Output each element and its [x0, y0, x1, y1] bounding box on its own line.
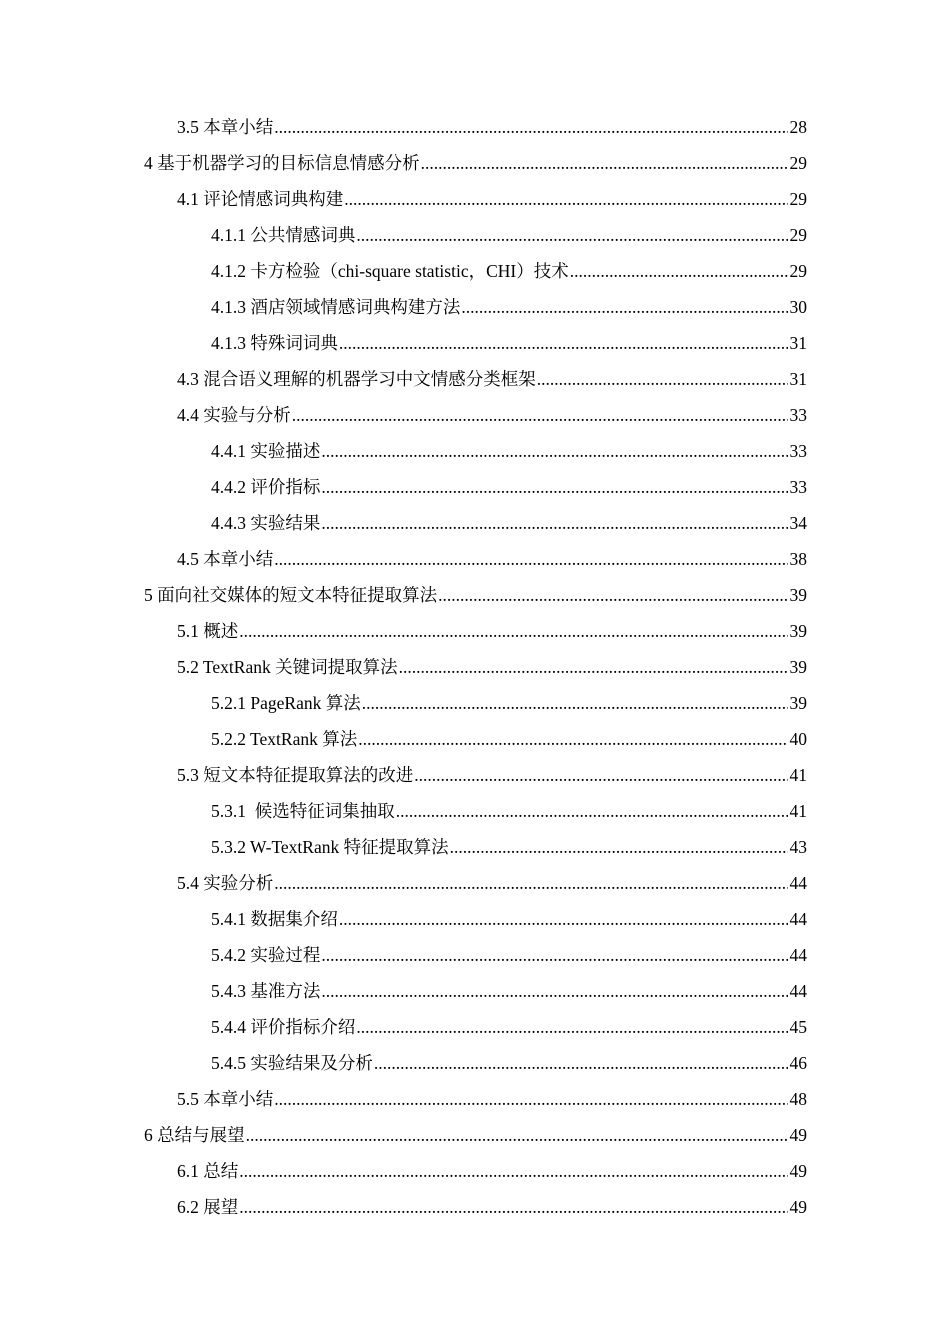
toc-entry[interactable]	[0, 289, 950, 325]
toc-entry-page: 45	[789, 1017, 807, 1037]
toc-entry-page: 44	[789, 945, 807, 965]
toc-entry[interactable]	[0, 253, 950, 289]
toc-dot-leader	[321, 973, 787, 1009]
toc-entry-page: 31	[789, 333, 807, 353]
toc-entry-title: 4.3 混合语义理解的机器学习中文情感分类框架	[177, 369, 536, 389]
toc-entry-page: 41	[789, 765, 807, 785]
toc-entry-page: 48	[789, 1089, 807, 1109]
toc-entry[interactable]	[0, 181, 950, 217]
toc-dot-leader	[246, 1117, 788, 1153]
toc-entry-page: 33	[789, 477, 807, 497]
toc-dot-leader	[358, 721, 787, 757]
toc-dot-leader	[438, 577, 787, 613]
toc-entry-title: 5.4.3 基准方法	[211, 981, 321, 1001]
toc-entry[interactable]	[0, 1045, 950, 1081]
toc-entry-title: 5.5 本章小结	[177, 1089, 274, 1109]
toc-dot-leader	[537, 361, 788, 397]
toc-entry[interactable]	[0, 433, 950, 469]
toc-dot-leader	[570, 253, 788, 289]
toc-entry[interactable]	[0, 541, 950, 577]
toc-entry-title: 5.3.1 候选特征词集抽取	[211, 801, 395, 821]
toc-entry[interactable]	[0, 145, 950, 181]
toc-dot-leader	[356, 217, 787, 253]
toc-entry[interactable]	[0, 793, 950, 829]
toc-entry-page: 43	[789, 837, 807, 857]
toc-entry-title: 5.3 短文本特征提取算法的改进	[177, 765, 414, 785]
toc-entry-title: 5.4.4 评价指标介绍	[211, 1017, 356, 1037]
toc-entry-page: 39	[789, 693, 807, 713]
toc-dot-leader	[450, 829, 788, 865]
toc-entry-title: 4.1.1 公共情感词典	[211, 225, 356, 245]
toc-entry-title: 6 总结与展望	[144, 1125, 245, 1145]
toc-entry-page: 39	[789, 657, 807, 677]
toc-dot-leader	[292, 397, 788, 433]
toc-entry[interactable]	[0, 325, 950, 361]
toc-entry-page: 31	[789, 369, 807, 389]
toc-entry-page: 29	[789, 225, 807, 245]
toc-entry-page: 38	[789, 549, 807, 569]
toc-entry[interactable]	[0, 1009, 950, 1045]
toc-entry-title: 5.3.2 W-TextRank 特征提取算法	[211, 837, 449, 857]
toc-entry-title: 6.2 展望	[177, 1197, 239, 1217]
toc-entry-page: 49	[789, 1197, 807, 1217]
toc-entry-title: 4.4.2 评价指标	[211, 477, 321, 497]
toc-entry[interactable]	[0, 973, 950, 1009]
toc-dot-leader	[374, 1045, 788, 1081]
table-of-contents	[0, 109, 950, 1225]
toc-dot-leader	[396, 793, 788, 829]
toc-entry-title: 5.2.1 PageRank 算法	[211, 693, 361, 713]
toc-entry-page: 41	[789, 801, 807, 821]
toc-entry-page: 49	[789, 1161, 807, 1181]
toc-entry-page: 29	[789, 153, 807, 173]
toc-entry[interactable]	[0, 721, 950, 757]
toc-entry[interactable]	[0, 109, 950, 145]
toc-dot-leader	[274, 109, 787, 145]
toc-entry[interactable]	[0, 1081, 950, 1117]
toc-entry-page: 33	[789, 405, 807, 425]
toc-entry[interactable]	[0, 1153, 950, 1189]
toc-dot-leader	[339, 901, 788, 937]
toc-entry[interactable]	[0, 865, 950, 901]
toc-entry-title: 4.1.3 酒店领域情感词典构建方法	[211, 297, 461, 317]
toc-dot-leader	[356, 1009, 787, 1045]
toc-entry[interactable]	[0, 577, 950, 613]
toc-dot-leader	[274, 541, 787, 577]
toc-dot-leader	[339, 325, 788, 361]
toc-entry-title: 5 面向社交媒体的短文本特征提取算法	[144, 585, 438, 605]
toc-dot-leader	[321, 937, 787, 973]
toc-entry-title: 4 基于机器学习的目标信息情感分析	[144, 153, 420, 173]
toc-dot-leader	[461, 289, 787, 325]
toc-entry-title: 5.4.1 数据集介绍	[211, 909, 338, 929]
toc-dot-leader	[239, 1153, 787, 1189]
toc-entry[interactable]	[0, 685, 950, 721]
toc-entry-title: 4.5 本章小结	[177, 549, 274, 569]
toc-entry[interactable]	[0, 829, 950, 865]
toc-entry[interactable]	[0, 613, 950, 649]
toc-entry-page: 39	[789, 621, 807, 641]
toc-entry-title: 4.4.1 实验描述	[211, 441, 321, 461]
toc-entry[interactable]	[0, 397, 950, 433]
toc-entry-title: 4.4 实验与分析	[177, 405, 291, 425]
toc-entry[interactable]	[0, 649, 950, 685]
toc-entry-title: 4.1.2 卡方检验（chi-square statistic，CHI）技术	[211, 261, 569, 281]
toc-entry-page: 30	[789, 297, 807, 317]
toc-dot-leader	[421, 145, 788, 181]
toc-entry-title: 5.1 概述	[177, 621, 239, 641]
toc-entry-page: 28	[789, 117, 807, 137]
toc-dot-leader	[274, 865, 787, 901]
toc-dot-leader	[239, 613, 787, 649]
toc-dot-leader	[321, 505, 787, 541]
toc-dot-leader	[239, 1189, 787, 1225]
toc-entry-page: 44	[789, 981, 807, 1001]
toc-entry[interactable]	[0, 937, 950, 973]
toc-entry[interactable]	[0, 469, 950, 505]
toc-entry[interactable]	[0, 901, 950, 937]
toc-entry[interactable]	[0, 361, 950, 397]
toc-entry-title: 5.2 TextRank 关键词提取算法	[177, 657, 398, 677]
toc-entry-page: 34	[789, 513, 807, 533]
toc-entry-title: 5.4 实验分析	[177, 873, 274, 893]
toc-entry[interactable]	[0, 1117, 950, 1153]
toc-entry-page: 29	[789, 261, 807, 281]
toc-entry-page: 44	[789, 873, 807, 893]
toc-entry-title: 3.5 本章小结	[177, 117, 274, 137]
toc-entry-page: 39	[789, 585, 807, 605]
toc-entry-page: 29	[789, 189, 807, 209]
toc-entry-title: 4.4.3 实验结果	[211, 513, 321, 533]
toc-entry-page: 44	[789, 909, 807, 929]
toc-dot-leader	[274, 1081, 787, 1117]
toc-entry-title: 4.1.3 特殊词词典	[211, 333, 338, 353]
toc-dot-leader	[321, 433, 787, 469]
toc-dot-leader	[321, 469, 787, 505]
toc-entry[interactable]	[0, 1189, 950, 1225]
toc-entry-title: 5.4.2 实验过程	[211, 945, 321, 965]
toc-entry[interactable]	[0, 757, 950, 793]
toc-entry-page: 49	[789, 1125, 807, 1145]
toc-dot-leader	[399, 649, 788, 685]
toc-entry[interactable]	[0, 217, 950, 253]
toc-entry-page: 40	[789, 729, 807, 749]
toc-dot-leader	[362, 685, 788, 721]
toc-entry[interactable]	[0, 505, 950, 541]
toc-entry-title: 6.1 总结	[177, 1161, 239, 1181]
toc-entry-title: 5.2.2 TextRank 算法	[211, 729, 358, 749]
toc-entry-page: 46	[789, 1053, 807, 1073]
toc-dot-leader	[414, 757, 787, 793]
toc-entry-title: 4.1 评论情感词典构建	[177, 189, 344, 209]
toc-entry-page: 33	[789, 441, 807, 461]
toc-entry-title: 5.4.5 实验结果及分析	[211, 1053, 373, 1073]
toc-dot-leader	[344, 181, 787, 217]
